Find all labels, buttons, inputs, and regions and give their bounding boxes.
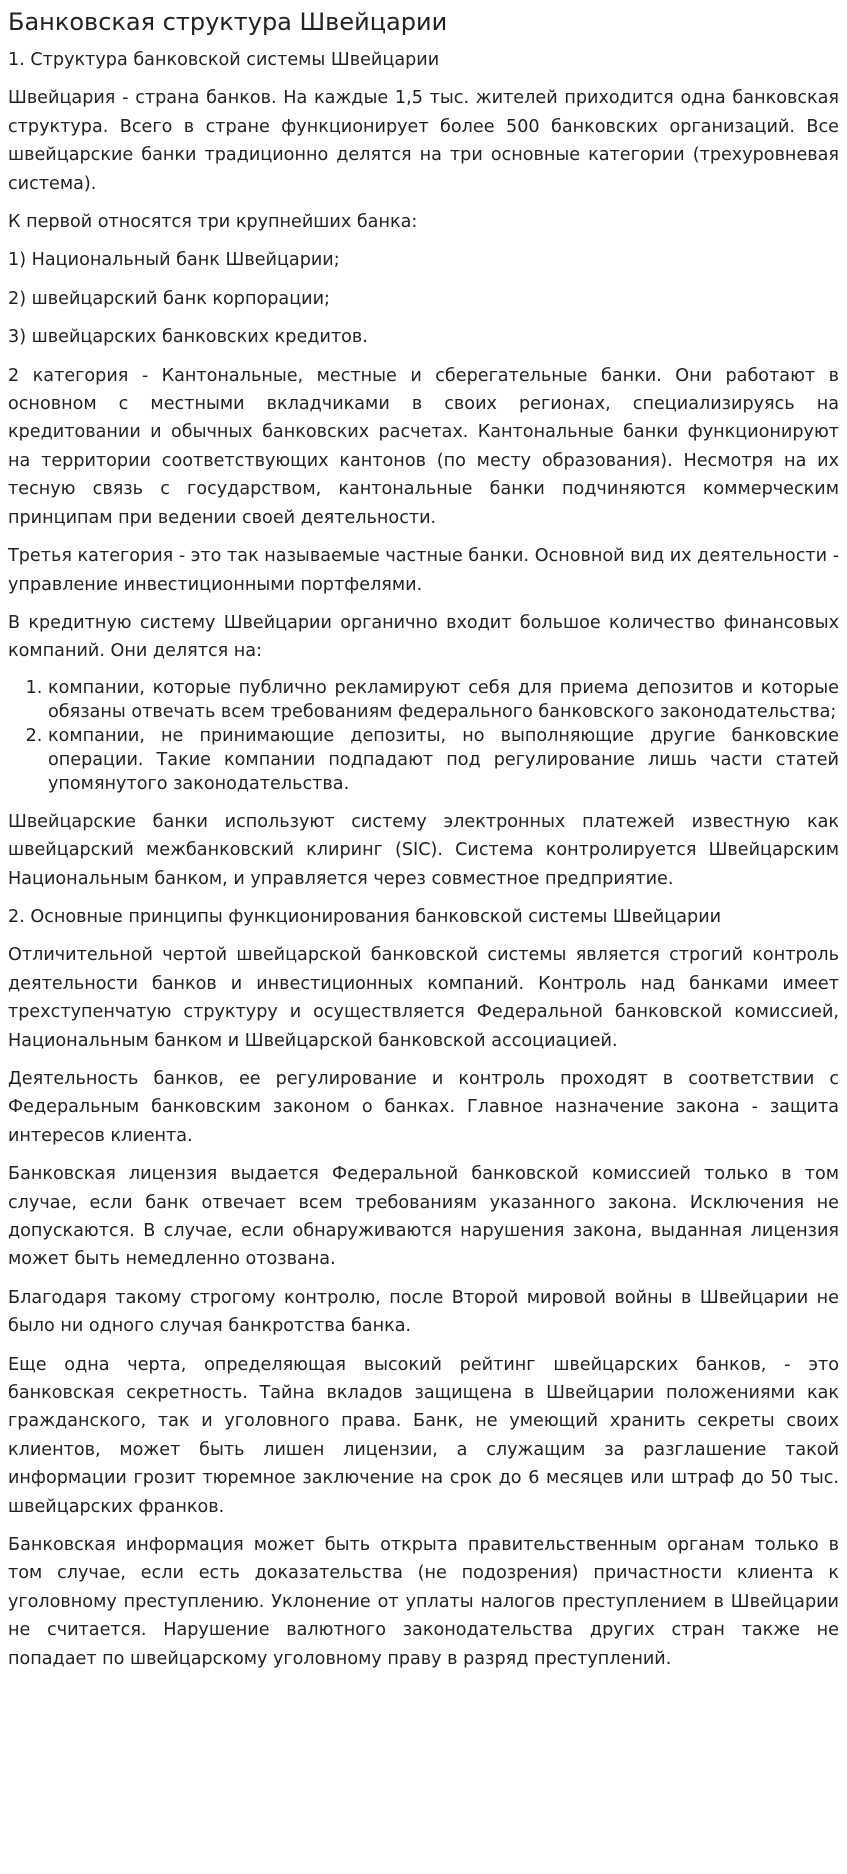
finance-companies-list [8, 676, 839, 796]
paragraph-no-bankruptcy: Благодаря такому строгому контролю, после Второй мировой войны в Швейцарии не было ни одного случая банкротства банка. [8, 1287, 839, 1337]
list-item: 2. компании, не принимающие депозиты, но выполняющие другие банковские операции. Такие компании подпадают под регулирование лишь части статей упомянутого законодательства. [48, 724, 839, 796]
paragraph-disclosure: Банковская информация может быть открыта правительственным органам только в том случае, если есть доказательства (не подозрения) причастности клиента к уголовному преступлению. Уклонение от уплаты налогов преступлением в Швейцарии не считается. Нарушение валютного законодательства других стран также не попадает по швейцарскому уголовному праву в разряд преступлений. [8, 1535, 839, 1669]
paragraph-secrecy: Еще одна черта, определяющая высокий рейтинг швейцарских банков, - это банковская секретность. Тайна вкладов защищена в Швейцарии положениями как гражданского, так и уголовного права. Банк, не умеющий хранить секреты своих клиентов, может быть лишен лицензии, а служащим за разглашение такой информации грозит тюремное заключение на срок до 6 месяцев или штраф до 50 тыс. швейцарских франков. [8, 1354, 839, 1517]
paragraph-regulation: Деятельность банков, ее регулирование и контроль проходят в соответствии с Федеральным банковским законом о банках. Главное назначение закона - защита интересов клиента. [8, 1068, 839, 1146]
paragraph-sic: Швейцарские банки используют систему электронных платежей известную как швейцарский межбанковский клиринг (SIC). Система контролируется Швейцарским Национальным банком, и управляется через совместное предприятие. [8, 811, 839, 889]
paragraph-bank-3: 3) швейцарских банковских кредитов. [8, 327, 368, 348]
paragraph-bank-1: 1) Национальный банк Швейцарии; [8, 250, 340, 271]
paragraph-license: Банковская лицензия выдается Федеральной банковской комиссией только в том случае, если банк отвечает всем требованиям указанного закона. Исключения не допускаются. В случае, если обнаруживаются нарушения закона, выданная лицензия может быть немедленно отозвана. [8, 1164, 839, 1270]
section-2-heading: 2. Основные принципы функционирования банковской системы Швейцарии [8, 906, 722, 927]
paragraph-first-category: К первой относятся три крупнейших банка: [8, 212, 418, 233]
paragraph-finance-companies: В кредитную систему Швейцарии органично входит большое количество финансовых компаний. Они делятся на: [8, 612, 839, 662]
paragraph-third-category: Третья категория - это так называемые частные банки. Основной вид их деятельности - управление инвестиционными портфелями. [8, 546, 839, 595]
section-1-heading: 1. Структура банковской системы Швейцарии [8, 50, 440, 70]
page-title: Банковская структура Швейцарии [8, 8, 448, 36]
paragraph-second-category: 2 категория - Кантональные, местные и сберегательные банки. Они работают в основном с местными вкладчиками в своих регионах, специализируясь на кредитовании и обычных банковских расчетах. Кантональные банки функционируют на территории соответствующих кантонов (по месту образования). Несмотря на их тесную связь с государством, кантональные банки подчиняются коммерческим принципам при ведении своей деятельности. [8, 365, 839, 528]
paragraph-bank-2: 2) швейцарский банк корпорации; [8, 288, 330, 309]
list-item: 1. компании, которые публично рекламируют себя для приема депозитов и которые обязаны отвечать всем требованиям федерального банковского законодательства; [48, 676, 839, 724]
paragraph-control: Отличительной чертой швейцарской банковской системы является строгий контроль деятельности банков и инвестиционных компаний. Контроль над банками имеет трехступенчатую структуру и осуществляется Федеральной банковской комиссией, Национальным банком и Швейцарской банковской ассоциацией. [8, 945, 839, 1051]
paragraph-intro: Швейцария - страна банков. На каждые 1,5 тыс. жителей приходится одна банковская структура. Всего в стране функционирует более 500 банковских организаций. Все швейцарские банки традиционно делятся на три основные категории (трехуровневая система). [8, 88, 839, 194]
